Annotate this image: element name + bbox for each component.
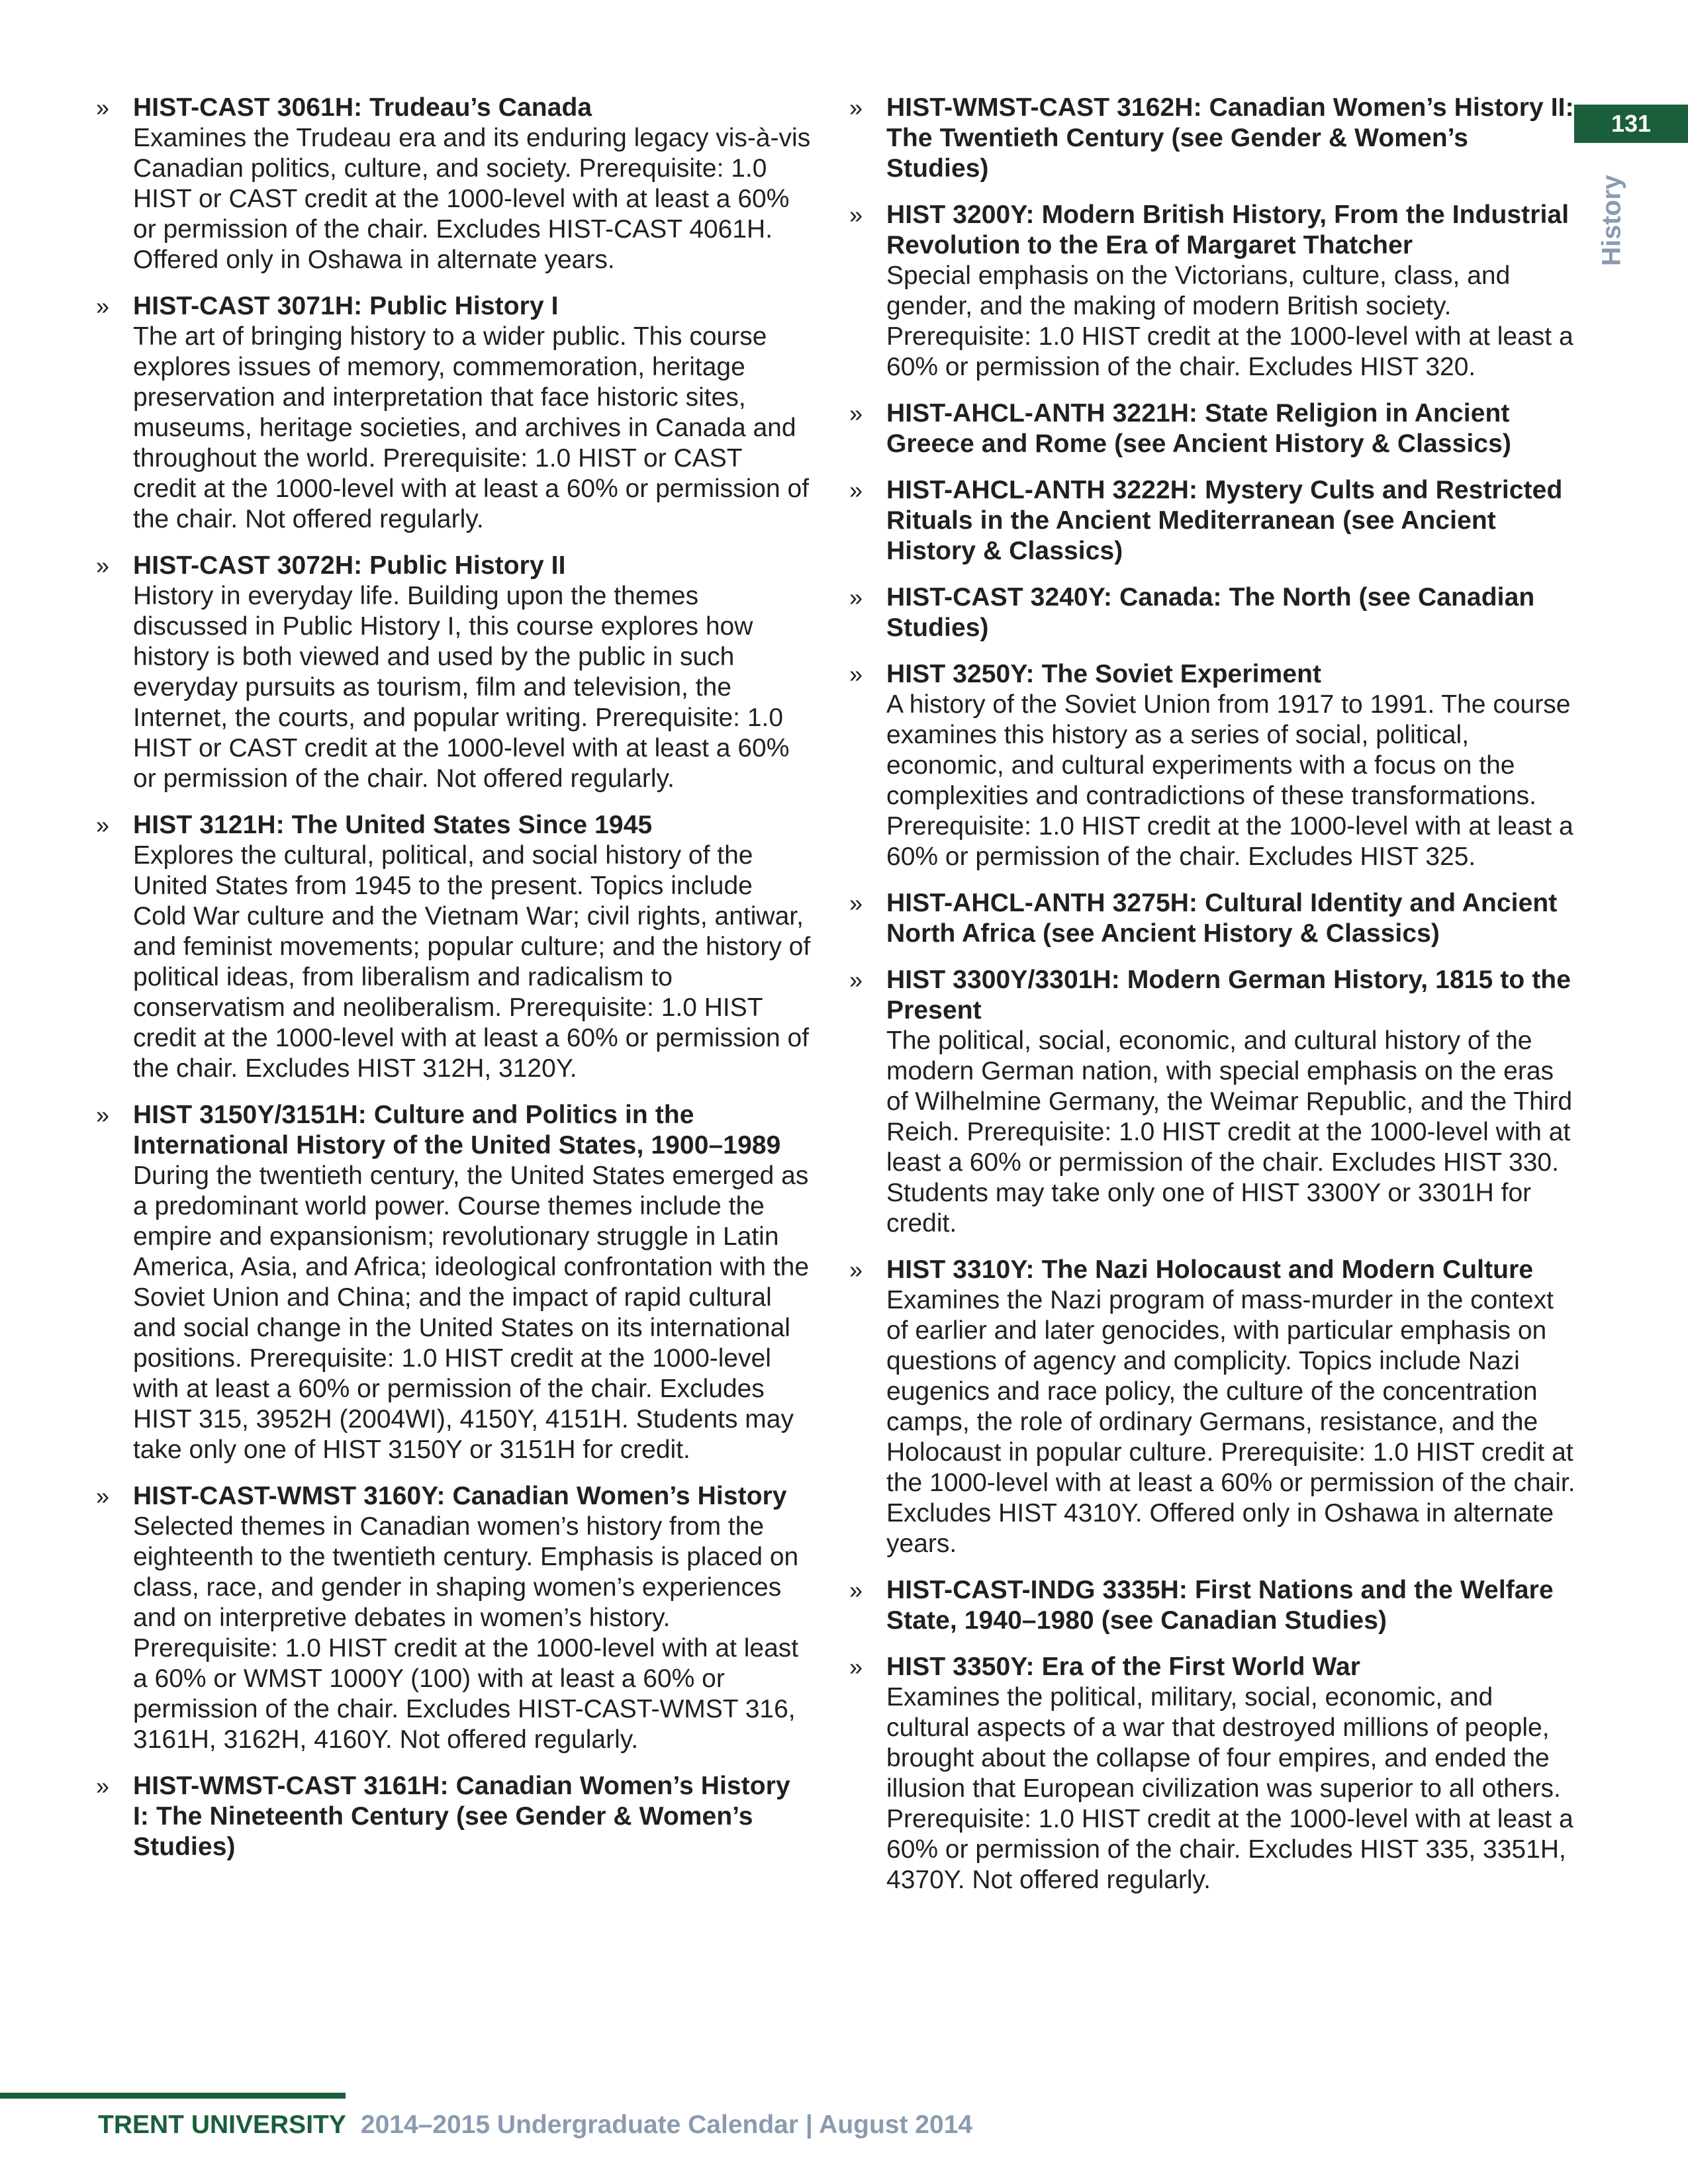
course-entry xyxy=(96,93,811,275)
course-entry xyxy=(96,291,811,535)
course-title: HIST-AHCL-ANTH 3275H: Cultural Identity and Ancient North Africa (see Ancient History & Classics) xyxy=(886,889,1558,948)
course-title: HIST-CAST-WMST 3160Y: Canadian Women’s History xyxy=(133,1482,787,1510)
course-description: Special emphasis on the Victorians, culture, class, and gender, and the making of modern British society. Prerequisite: 1.0 HIST credit at the 1000-level with at least a 60% or permission of the chair. Excludes HIST 320. xyxy=(886,261,1573,381)
course-title: HIST-CAST-INDG 3335H: First Nations and the Welfare State, 1940–1980 (see Canadian Studies) xyxy=(886,1576,1554,1635)
course-title: HIST-AHCL-ANTH 3222H: Mystery Cults and Restricted Rituals in the Ancient Mediterranean (see Ancient History & Classics) xyxy=(886,476,1563,565)
course-entry xyxy=(849,475,1577,567)
bullet-icon: » xyxy=(96,1482,110,1510)
bullet-icon: » xyxy=(96,1772,110,1799)
course-description: Selected themes in Canadian women’s history from the eighteenth to the twentieth century. Emphasis is placed on class, race, and gender in shaping women’s experiences and on interpretive debates in women’s history. Prerequisite: 1.0 HIST credit at the 1000-level with at least a 60% or WMST 1000Y (100) with at least a 60% or permission of the chair. Excludes HIST-CAST-WMST 316, 3161H, 3162H, 4160Y. Not offered regularly. xyxy=(133,1512,799,1754)
course-title: HIST-WMST-CAST 3162H: Canadian Women’s History II: The Twentieth Century (see Gender & Women’s Studies) xyxy=(886,93,1574,183)
course-title: HIST 3250Y: The Soviet Experiment xyxy=(886,660,1322,688)
course-description: The political, social, economic, and cultural history of the modern German nation, with special emphasis on the eras of Wilhelmine Germany, the Weimar Republic, and the Third Reich. Prerequisite: 1.0 HIST credit at the 1000-level with at least a 60% or permission of the chair. Excludes HIST 330. Students may take only one of HIST 3300Y or 3301H for credit. xyxy=(886,1026,1573,1238)
bullet-icon: » xyxy=(849,477,863,504)
left-column xyxy=(96,93,811,1878)
bullet-icon: » xyxy=(849,1653,863,1680)
course-title: HIST-AHCL-ANTH 3221H: State Religion in Ancient Greece and Rome (see Ancient History & Classics) xyxy=(886,399,1512,458)
course-description: A history of the Soviet Union from 1917 to 1991. The course examines this history as a series of social, political, economic, and cultural experiments with a focus on the complexities and contradictions of these transformations. Prerequisite: 1.0 HIST credit at the 1000-level with at least a 60% or permission of the chair. Excludes HIST 325. xyxy=(886,690,1573,871)
course-entry xyxy=(849,582,1577,643)
course-title: HIST-CAST 3240Y: Canada: The North (see Canadian Studies) xyxy=(886,583,1535,642)
course-entry xyxy=(96,1771,811,1862)
course-title: HIST 3350Y: Era of the First World War xyxy=(886,1653,1361,1681)
section-tab xyxy=(1585,171,1638,270)
page-number-badge: 131 xyxy=(1574,105,1688,143)
bullet-icon: » xyxy=(849,201,863,228)
bullet-icon: » xyxy=(96,811,110,839)
bullet-icon: » xyxy=(849,660,863,688)
bullet-icon: » xyxy=(849,94,863,121)
course-entry xyxy=(96,551,811,794)
course-description: History in everyday life. Building upon the themes discussed in Public History I, this course explores how history is both viewed and used by the public in such everyday pursuits as tourism, film and television, the Internet, the courts, and popular writing. Prerequisite: 1.0 HIST or CAST credit at the 1000-level with at least a 60% or permission of the chair. Not offered regularly. xyxy=(133,582,790,793)
course-entry xyxy=(849,888,1577,949)
course-description: Examines the political, military, social, economic, and cultural aspects of a war that destroyed millions of people, brought about the collapse of four empires, and ended the illusion that European civilization was superior to all others. Prerequisite: 1.0 HIST credit at the 1000-level with at least a 60% or permission of the chair. Excludes HIST 335, 3351H, 4370Y. Not offered regularly. xyxy=(886,1683,1573,1894)
course-entry xyxy=(849,398,1577,459)
course-title: HIST-CAST 3071H: Public History I xyxy=(133,292,559,320)
course-title: HIST 3300Y/3301H: Modern German History, 1815 to the Present xyxy=(886,966,1571,1024)
section-label: History xyxy=(1597,175,1626,266)
bullet-icon: » xyxy=(849,584,863,611)
course-title: HIST-WMST-CAST 3161H: Canadian Women’s History I: The Nineteenth Century (see Gender & Women’s Studies) xyxy=(133,1772,790,1861)
course-description: Explores the cultural, political, and social history of the United States from 1945 to the present. Topics include Cold War culture and the Vietnam War; civil rights, antiwar, and feminist movements; popular culture; and the history of political ideas, from liberalism and radicalism to conservatism and neoliberalism. Prerequisite: 1.0 HIST credit at the 1000-level with at least a 60% or permission of the chair. Excludes HIST 312H, 3120Y. xyxy=(133,841,811,1083)
bullet-icon: » xyxy=(96,1101,110,1128)
course-entry xyxy=(849,1575,1577,1636)
bullet-icon: » xyxy=(96,552,110,579)
bullet-icon: » xyxy=(849,400,863,427)
right-column xyxy=(849,93,1577,1911)
course-entry xyxy=(849,659,1577,872)
bullet-icon: » xyxy=(849,1256,863,1283)
course-entry xyxy=(96,1100,811,1465)
bullet-icon: » xyxy=(849,889,863,917)
course-entry xyxy=(849,1255,1577,1559)
course-description: Examines the Trudeau era and its enduring legacy vis-à-vis Canadian politics, culture, and society. Prerequisite: 1.0 HIST or CAST credit at the 1000-level with at least a 60% or permission of the chair. Excludes HIST-CAST 4061H. Offered only in Oshawa in alternate years. xyxy=(133,124,811,274)
bullet-icon: » xyxy=(849,966,863,993)
course-description: The art of bringing history to a wider public. This course explores issues of memory, commemoration, heritage preservation and interpretation that face historic sites, museums, heritage societies, and archives in Canada and throughout the world. Prerequisite: 1.0 HIST or CAST credit at the 1000-level with at least a 60% or permission of the chair. Not offered regularly. xyxy=(133,322,810,533)
course-entry xyxy=(96,810,811,1084)
course-title: HIST 3310Y: The Nazi Holocaust and Modern Culture xyxy=(886,1255,1534,1284)
course-title: HIST 3150Y/3151H: Culture and Politics in the International History of the United States, 1900–1989 xyxy=(133,1101,781,1160)
footer-rule xyxy=(0,2093,346,2099)
course-entry xyxy=(96,1481,811,1755)
bullet-icon: » xyxy=(96,94,110,121)
course-description: Examines the Nazi program of mass-murder in the context of earlier and later genocides, with particular emphasis on questions of agency and complicity. Topics include Nazi eugenics and race policy, the culture of the concentration camps, the role of ordinary Germans, resistance, and the Holocaust in popular culture. Prerequisite: 1.0 HIST credit at the 1000-level with at least a 60% or permission of the chair. Excludes HIST 4310Y. Offered only in Oshawa in alternate years. xyxy=(886,1286,1575,1558)
footer-calendar-title: 2014–2015 Undergraduate Calendar | August 2014 xyxy=(360,2111,973,2139)
course-entry xyxy=(849,1652,1577,1895)
footer-university: TRENT UNIVERSITY xyxy=(98,2111,346,2139)
course-title: HIST 3200Y: Modern British History, From the Industrial Revolution to the Era of Margaret Thatcher xyxy=(886,201,1570,259)
footer xyxy=(98,2110,972,2140)
course-title: HIST-CAST 3061H: Trudeau’s Canada xyxy=(133,93,592,122)
course-entry xyxy=(849,965,1577,1239)
course-entry xyxy=(849,200,1577,383)
course-title: HIST-CAST 3072H: Public History II xyxy=(133,551,566,580)
course-entry xyxy=(849,93,1577,184)
bullet-icon: » xyxy=(849,1576,863,1604)
course-description: During the twentieth century, the United States emerged as a predominant world power. Course themes include the empire and expansionism; revolutionary struggle in Latin America, Asia, and Africa; ideological confrontation with the Soviet Union and China; and the impact of rapid cultural and social change in the United States on its international positions. Prerequisite: 1.0 HIST credit at the 1000-level with at least a 60% or permission of the chair. Excludes HIST 315, 3952H (2004WI), 4150Y, 4151H. Students may take only one of HIST 3150Y or 3151H for credit. xyxy=(133,1161,810,1464)
course-title: HIST 3121H: The United States Since 1945 xyxy=(133,811,653,839)
bullet-icon: » xyxy=(96,293,110,320)
